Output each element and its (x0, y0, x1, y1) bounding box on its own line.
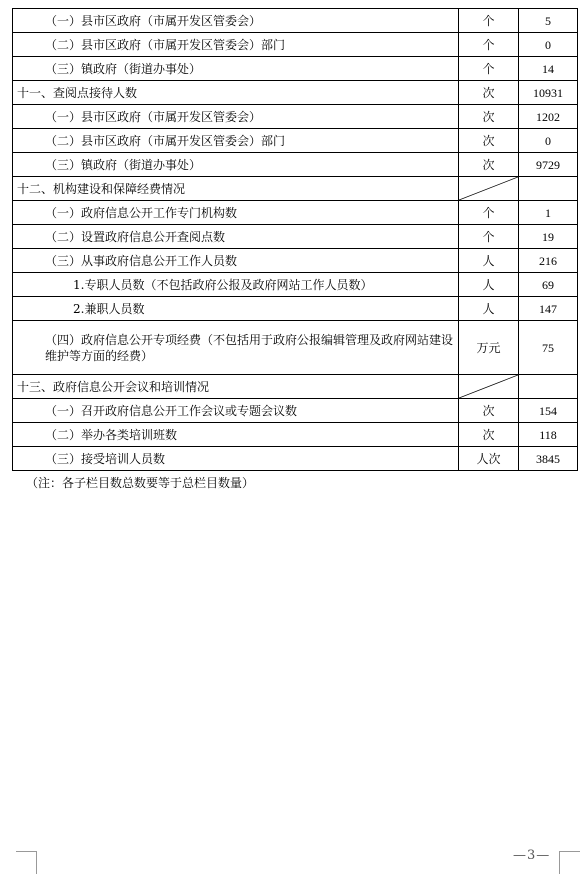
row-value: 14 (519, 57, 578, 81)
row-unit: 次 (459, 399, 519, 423)
table-row (13, 225, 578, 249)
row-item-label: （二）县市区政府（市属开发区管委会）部门 (13, 129, 459, 153)
row-item-label: （一）县市区政府（市属开发区管委会） (13, 9, 459, 33)
row-item-label: （一）召开政府信息公开工作会议或专题会议数 (13, 399, 459, 423)
row-item-label: （三）镇政府（街道办事处） (13, 153, 459, 177)
table-row (13, 447, 578, 471)
row-value: 9729 (519, 153, 578, 177)
row-unit: 次 (459, 423, 519, 447)
row-unit: 个 (459, 225, 519, 249)
row-unit: 个 (459, 201, 519, 225)
row-value: 147 (519, 297, 578, 321)
row-unit: 个 (459, 33, 519, 57)
row-item-label: （二）县市区政府（市属开发区管委会）部门 (13, 33, 459, 57)
table-row (13, 177, 578, 201)
row-value: 69 (519, 273, 578, 297)
table-row (13, 375, 578, 399)
table-row (13, 249, 578, 273)
row-value: 1202 (519, 105, 578, 129)
row-value: 19 (519, 225, 578, 249)
table-row (13, 81, 578, 105)
table-row (13, 273, 578, 297)
page-corner-mark-right (559, 851, 580, 874)
row-unit: 次 (459, 129, 519, 153)
statistics-table (12, 8, 578, 471)
row-value (519, 177, 578, 201)
row-unit: 人 (459, 273, 519, 297)
row-item-label: （一）政府信息公开工作专门机构数 (13, 201, 459, 225)
row-unit: 人次 (459, 447, 519, 471)
footnote: （注：各子栏目数总数要等于总栏目数量） (26, 476, 255, 490)
table-row (13, 33, 578, 57)
table-row (13, 321, 578, 375)
row-value: 0 (519, 33, 578, 57)
table-row (13, 423, 578, 447)
row-value: 154 (519, 399, 578, 423)
table-row (13, 201, 578, 225)
row-value: 3845 (519, 447, 578, 471)
row-item-label: （三）接受培训人员数 (13, 447, 459, 471)
row-unit: 人 (459, 249, 519, 273)
row-unit: 次 (459, 105, 519, 129)
diagonal-blank-cell (459, 375, 519, 399)
table-row (13, 153, 578, 177)
row-value: 75 (519, 321, 578, 375)
row-value (519, 375, 578, 399)
row-item-label: （三）从事政府信息公开工作人员数 (13, 249, 459, 273)
row-unit: 个 (459, 9, 519, 33)
row-item-label: 十三、政府信息公开会议和培训情况 (13, 375, 459, 399)
row-item-label: 十二、机构建设和保障经费情况 (13, 177, 459, 201)
page-corner-mark-left (16, 851, 37, 874)
row-value: 10931 (519, 81, 578, 105)
table-row (13, 105, 578, 129)
row-item-label: （四）政府信息公开专项经费（不包括用于政府公报编辑管理及政府网站建设维护等方面的经费） (13, 321, 459, 375)
row-unit: 个 (459, 57, 519, 81)
row-value: 5 (519, 9, 578, 33)
table-row (13, 57, 578, 81)
row-item-label: （三）镇政府（街道办事处） (13, 57, 459, 81)
row-item-label: 2.兼职人员数 (13, 297, 459, 321)
row-item-label: （二）举办各类培训班数 (13, 423, 459, 447)
row-item-label: （二）设置政府信息公开查阅点数 (13, 225, 459, 249)
row-unit: 次 (459, 153, 519, 177)
table-row (13, 129, 578, 153)
row-item-label: 十一、查阅点接待人数 (13, 81, 459, 105)
page-number: —3— (513, 848, 551, 863)
table-row (13, 399, 578, 423)
row-item-label: （一）县市区政府（市属开发区管委会） (13, 105, 459, 129)
row-value: 0 (519, 129, 578, 153)
row-unit: 万元 (459, 321, 519, 375)
diagonal-blank-cell (459, 177, 519, 201)
row-unit: 人 (459, 297, 519, 321)
diagonal-line (459, 177, 518, 200)
row-value: 118 (519, 423, 578, 447)
diagonal-line (459, 375, 518, 398)
row-unit: 次 (459, 81, 519, 105)
table-row (13, 297, 578, 321)
row-value: 216 (519, 249, 578, 273)
row-value: 1 (519, 201, 578, 225)
table-row (13, 9, 578, 33)
row-item-label: 1.专职人员数（不包括政府公报及政府网站工作人员数） (13, 273, 459, 297)
